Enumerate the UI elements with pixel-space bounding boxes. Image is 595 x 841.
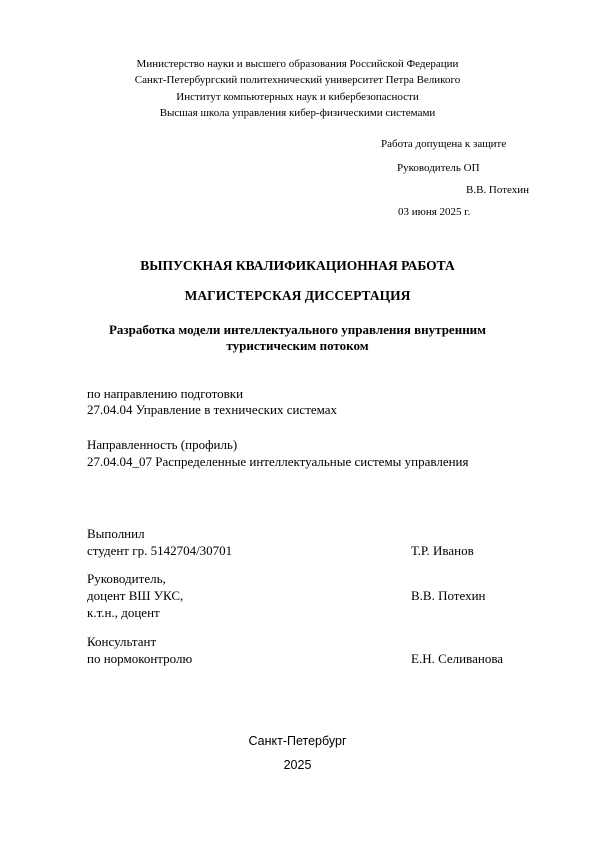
- consultant-label: Консультант: [87, 634, 157, 649]
- thesis-topic: [0, 322, 595, 354]
- supervisor-degree: к.т.н., доцент: [87, 605, 160, 620]
- performer-label: Выполнил: [87, 526, 145, 541]
- program-head-name: В.В. Потехин: [466, 184, 530, 196]
- footer-city: Санкт-Петербург: [248, 734, 347, 748]
- work-type-title: ВЫПУСКНАЯ КВАЛИФИКАЦИОННАЯ РАБОТА: [140, 258, 455, 273]
- ministry-line: Министерство науки и высшего образования Российской Федерации: [136, 58, 459, 70]
- institute-line: Институт компьютерных наук и кибербезопасности: [176, 91, 419, 103]
- footer-year: 2025: [283, 758, 312, 772]
- degree-title: МАГИСТЕРСКАЯ ДИССЕРТАЦИЯ: [184, 288, 411, 303]
- thesis-topic-line-2: туристическим потоком: [226, 338, 369, 353]
- profile-label: Направленность (профиль): [87, 437, 238, 452]
- direction-value: 27.04.04 Управление в технических системах: [87, 402, 338, 417]
- supervisor-role: доцент ВШ УКС,: [87, 588, 184, 603]
- school-line: Высшая школа управления кибер-физическими системами: [159, 107, 436, 119]
- university-line: Санкт-Петербургский политехнический университет Петра Великого: [134, 74, 461, 86]
- program-head-role: Руководитель ОП: [397, 162, 480, 174]
- performer-role: студент гр. 5142704/30701: [87, 543, 233, 558]
- admitted-to-defense: Работа допущена к защите: [381, 138, 507, 150]
- direction-label: по направлению подготовки: [87, 386, 244, 401]
- supervisor-name: В.В. Потехин: [411, 588, 486, 603]
- performer-name: Т.Р. Иванов: [411, 543, 474, 558]
- approval-date: 03 июня 2025 г.: [398, 206, 471, 218]
- profile-value: 27.04.04_07 Распределенные интеллектуальные системы управления: [87, 454, 469, 469]
- consultant-role: по нормоконтролю: [87, 651, 193, 666]
- supervisor-label: Руководитель,: [87, 571, 166, 586]
- consultant-name: Е.Н. Селиванова: [411, 651, 504, 666]
- thesis-topic-line-1: Разработка модели интеллектуального управления внутренним: [108, 322, 487, 337]
